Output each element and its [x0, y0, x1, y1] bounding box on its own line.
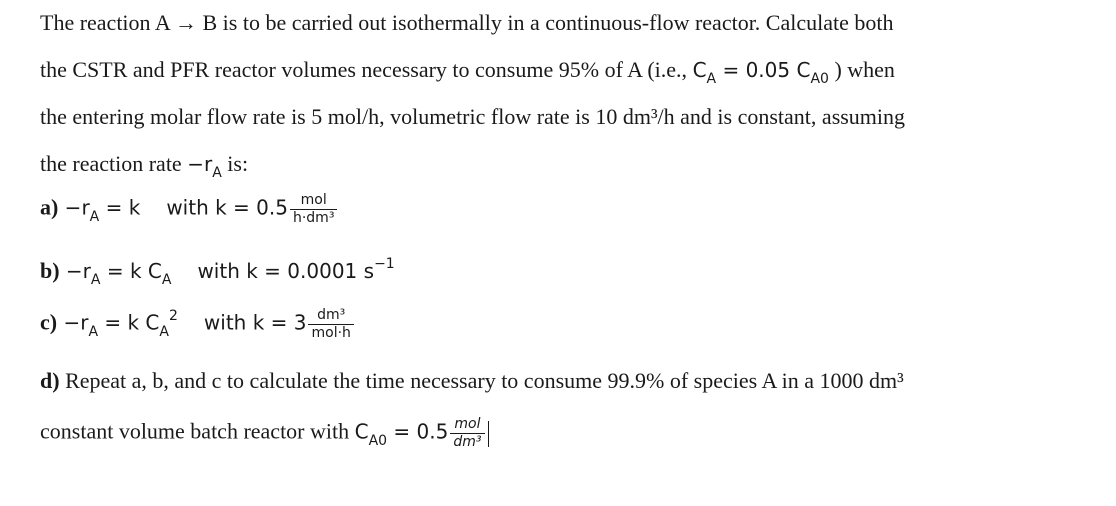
part-a	[40, 192, 339, 227]
concentration-symbol: C	[692, 58, 707, 82]
part-label: b)	[40, 258, 60, 283]
unit-denominator: h·dm³	[292, 210, 335, 226]
subscript: A	[706, 71, 717, 87]
part-d-line-2	[40, 416, 489, 451]
subscript: A	[88, 323, 99, 340]
unit-fraction	[308, 307, 353, 342]
rate-constant: with k = 0.0001 s	[197, 259, 375, 283]
unit-numerator: mol	[450, 416, 484, 434]
rate-symbol: −r	[57, 310, 89, 335]
problem-text: constant volume batch reactor with	[40, 418, 355, 444]
subscript: A	[89, 208, 100, 225]
concentration-symbol: C	[796, 58, 811, 82]
subscript: A	[161, 272, 172, 288]
rate-law: = k C	[98, 310, 160, 335]
text-cursor	[488, 421, 489, 447]
concentration-symbol: C	[354, 419, 369, 444]
part-b	[40, 256, 395, 288]
part-label: d)	[40, 368, 60, 393]
unit-fraction	[450, 416, 484, 451]
problem-line-1	[40, 10, 894, 36]
subscript: A0	[368, 432, 388, 449]
rate-constant: with k = 3	[203, 310, 307, 335]
problem-text: ) when	[828, 57, 895, 82]
subscript: A0	[810, 71, 829, 87]
part-label: c)	[40, 309, 58, 335]
problem-line-2	[40, 57, 895, 87]
rate-constant: with k = 0.5	[166, 195, 288, 220]
problem-text: the CSTR and PFR reactor volumes necessary to consume 95% of A (i.e.,	[40, 57, 693, 82]
initial-concentration: = 0.5	[387, 419, 449, 444]
superscript: 2	[168, 307, 178, 324]
problem-text: Repeat a, b, and c to calculate the time necessary to consume 99.9% of species A in a 1000 dm³	[59, 368, 904, 393]
rate-symbol: −r	[59, 259, 91, 283]
unit-fraction	[290, 192, 337, 227]
subscript: A	[90, 272, 101, 288]
problem-text: The reaction A → B is to be carried out isothermally in a continuous-flow reactor. Calculate both	[40, 10, 894, 35]
unit-numerator: mol	[290, 192, 337, 210]
part-label: a)	[40, 194, 59, 220]
subscript: A	[212, 165, 222, 181]
part-c	[40, 307, 356, 342]
part-d	[40, 368, 904, 394]
problem-line-4	[40, 151, 249, 181]
problem-text: the reaction rate	[40, 151, 188, 176]
rate-law: = k	[99, 195, 141, 220]
rate-symbol: −r	[187, 152, 213, 176]
rate-symbol: −r	[58, 195, 90, 220]
equation-text: = 0.05	[716, 58, 797, 82]
problem-text: is:	[221, 151, 249, 176]
problem-line-3	[40, 104, 905, 130]
subscript: A	[159, 323, 169, 340]
unit-denominator: dm³	[453, 434, 482, 450]
problem-text: the entering molar flow rate is 5 mol/h, volumetric flow rate is 10 dm³/h and is constant, assuming	[40, 104, 906, 129]
superscript: −1	[374, 256, 395, 272]
unit-numerator: dm³	[308, 307, 353, 325]
unit-denominator: mol·h	[311, 325, 351, 341]
rate-law: = k C	[100, 259, 162, 283]
